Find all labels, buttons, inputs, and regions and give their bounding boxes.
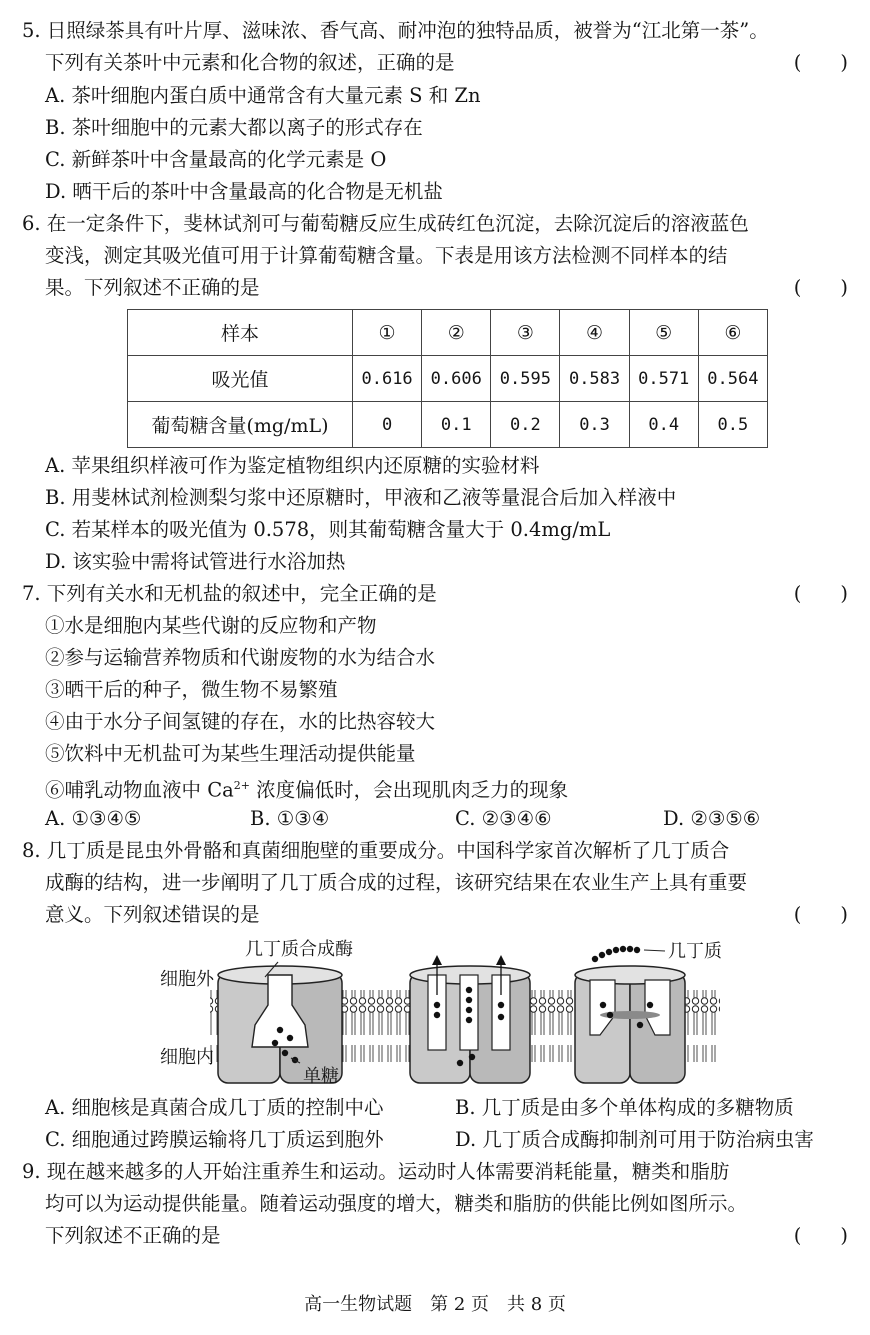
q6-stem-line2: 变浅，测定其吸光值可用于计算葡萄糖含量。下表是用该方法检测不同样本的结: [45, 244, 728, 267]
q8-option-d: D. 几丁质合成酶抑制剂可用于防治病虫害: [455, 1128, 814, 1151]
q5-answer-bracket: ( ): [793, 51, 848, 74]
sample-4: ④: [560, 310, 629, 356]
q8-option-c: C. 细胞通过跨膜运输将几丁质运到胞外: [45, 1128, 384, 1151]
q9-answer-bracket: ( ): [793, 1224, 848, 1247]
table-row: [128, 402, 768, 448]
q8-answer-bracket: ( ): [793, 903, 848, 926]
q5-stem-line2: 下列有关茶叶中元素和化合物的叙述，正确的是: [45, 51, 455, 74]
q6-option-c: C. 若某样本的吸光值为 0.578，则其葡萄糖含量大于 0.4mg/mL: [45, 518, 611, 541]
absorbance-label: 吸光值: [128, 356, 353, 402]
q5-option-c: C. 新鲜茶叶中含量最高的化学元素是 O: [45, 148, 387, 171]
glucose-1: 0: [353, 402, 422, 448]
q7-item-2: ②参与运输营养物质和代谢废物的水为结合水: [45, 646, 436, 669]
q9-stem-line1: 9. 现在越来越多的人开始注重养生和运动。运动时人体需要消耗能量，糖类和脂肪: [22, 1160, 730, 1183]
absorbance-5: 0.571: [629, 356, 698, 402]
sample-2: ②: [422, 310, 491, 356]
q7-item-6-post: 浓度偏低时，会出现肌肉乏力的现象: [249, 778, 569, 802]
q6-option-d: D. 该实验中需将试管进行水浴加热: [45, 550, 346, 573]
q7-option-b: B. ①③④: [250, 807, 330, 830]
glucose-5: 0.4: [629, 402, 698, 448]
q6-data-table: [127, 309, 768, 448]
label-outside: 细胞外: [160, 969, 214, 990]
chitin-synthase-diagram: [160, 935, 730, 1090]
q7-item-6-pre: ⑥哺乳动物血液中 Ca: [45, 778, 234, 802]
glucose-6: 0.5: [698, 402, 767, 448]
sample-5: ⑤: [629, 310, 698, 356]
q7-option-a: A. ①③④⑤: [45, 807, 142, 830]
q7-option-c: C. ②③④⑥: [455, 807, 552, 830]
sample-1: ①: [353, 310, 422, 356]
q7-item-6: [45, 771, 568, 806]
sample-6: ⑥: [698, 310, 767, 356]
q7-item-5: ⑤饮料中无机盐可为某些生理活动提供能量: [45, 742, 416, 765]
label-inside: 细胞内: [160, 1047, 214, 1068]
q5-stem-line1: 5. 日照绿茶具有叶片厚、滋味浓、香气高、耐冲泡的独特品质，被誉为“江北第一茶”。: [22, 19, 769, 42]
q6-stem-line3: 果。下列叙述不正确的是: [45, 276, 260, 299]
enzyme-state-3: [575, 946, 685, 1083]
q6-stem-line1: 6. 在一定条件下，斐林试剂可与葡萄糖反应生成砖红色沉淀，去除沉淀后的溶液蓝色: [22, 212, 749, 235]
q7-option-d: D. ②③⑤⑥: [663, 807, 761, 830]
absorbance-6: 0.564: [698, 356, 767, 402]
sample-3: ③: [491, 310, 560, 356]
glucose-4: 0.3: [560, 402, 629, 448]
q7-answer-bracket: ( ): [793, 582, 848, 605]
q6-option-a: A. 苹果组织样液可作为鉴定植物组织内还原糖的实验材料: [45, 454, 540, 477]
table-row: [128, 356, 768, 402]
label-chitin: 几丁质: [668, 941, 722, 962]
table-row: [128, 310, 768, 356]
q8-stem-line2: 成酶的结构，进一步阐明了几丁质合成的过程，该研究结果在农业生产上具有重要: [45, 871, 748, 894]
q9-stem-line3: 下列叙述不正确的是: [45, 1224, 221, 1247]
q7-item-3: ③晒干后的种子，微生物不易繁殖: [45, 678, 338, 701]
absorbance-1: 0.616: [353, 356, 422, 402]
enzyme-state-2: [410, 955, 530, 1083]
q8-stem-line3: 意义。下列叙述错误的是: [45, 903, 260, 926]
label-enzyme: 几丁质合成酶: [245, 939, 353, 960]
absorbance-2: 0.606: [422, 356, 491, 402]
label-sugar: 单糖: [303, 1066, 339, 1087]
q7-item-4: ④由于水分子间氢键的存在，水的比热容较大: [45, 710, 436, 733]
q5-option-b: B. 茶叶细胞中的元素大都以离子的形式存在: [45, 116, 423, 139]
q7-item-1: ①水是细胞内某些代谢的反应物和产物: [45, 614, 377, 637]
q9-stem-line2: 均可以为运动提供能量。随着运动强度的增大，糖类和脂肪的供能比例如图所示。: [45, 1192, 748, 1215]
absorbance-4: 0.583: [560, 356, 629, 402]
table-header-sample: 样本: [128, 310, 353, 356]
page-footer: 高一生物试题 第 2 页 共 8 页: [304, 1294, 566, 1315]
glucose-3: 0.2: [491, 402, 560, 448]
chitin-label-pointer: [644, 950, 665, 951]
q8-stem-line1: 8. 几丁质是昆虫外骨骼和真菌细胞壁的重要成分。中国科学家首次解析了几丁质合: [22, 839, 730, 862]
q5-option-a: A. 茶叶细胞内蛋白质中通常含有大量元素 S 和 Zn: [45, 84, 481, 107]
q6-option-b: B. 用斐林试剂检测梨匀浆中还原糖时，甲液和乙液等量混合后加入样液中: [45, 486, 677, 509]
q8-option-a: A. 细胞核是真菌合成几丁质的控制中心: [45, 1096, 384, 1119]
glucose-label: 葡萄糖含量(mg/mL): [128, 402, 353, 448]
q8-option-b: B. 几丁质是由多个单体构成的多糖物质: [455, 1096, 794, 1119]
q6-answer-bracket: ( ): [793, 276, 848, 299]
glucose-2: 0.1: [422, 402, 491, 448]
absorbance-3: 0.595: [491, 356, 560, 402]
q7-stem: 7. 下列有关水和无机盐的叙述中，完全正确的是: [22, 582, 437, 605]
q5-option-d: D. 晒干后的茶叶中含量最高的化合物是无机盐: [45, 180, 443, 203]
q7-item-6-superscript: 2+: [233, 779, 250, 792]
